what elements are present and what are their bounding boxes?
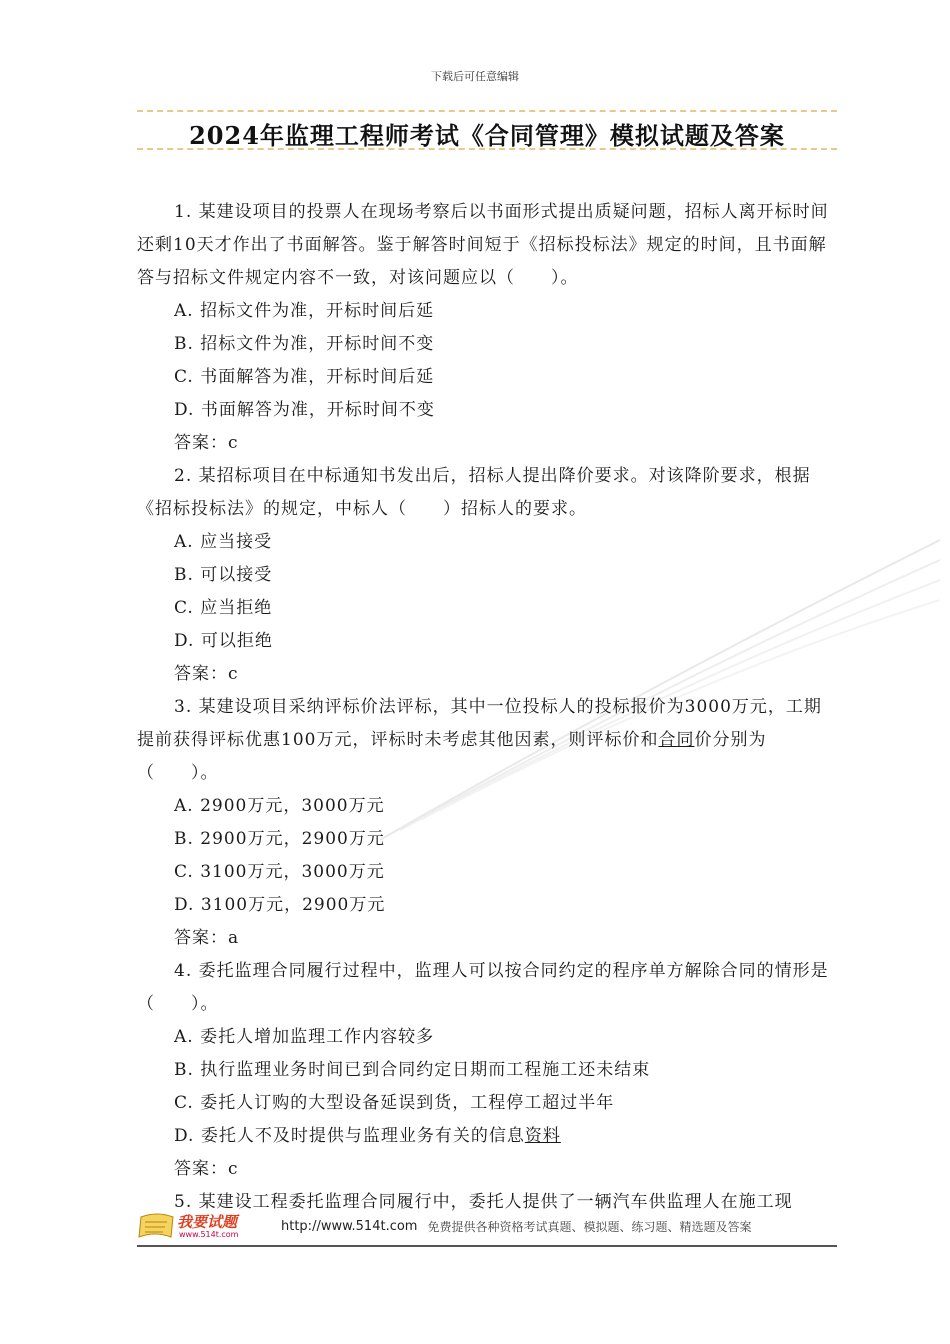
question-1-option-a: A. 招标文件为准，开标时间后延 <box>174 301 435 321</box>
question-2-answer: 答案：c <box>174 664 239 684</box>
question-4-stem: 4. 委托监理合同履行过程中，监理人可以按合同约定的程序单方解除合同的情形是（ ）。 <box>137 961 829 1014</box>
download-note: 下载后可任意编辑 <box>431 70 519 83</box>
question-3-stem-part-a: 3. 某建设项目采纳评标价法评标，其中一位投标人的投标报价为3000万元，工期提前获得评标优惠100万元，评标时未考虑其他因素，则评标价和 <box>137 697 822 750</box>
question-1-option-c: C. 书面解答为准，开标时间后延 <box>174 367 435 387</box>
question-4-option-b: B. 执行监理业务时间已到合同约定日期而工程施工还未结束 <box>174 1060 651 1080</box>
page-title: 2024年监理工程师考试《合同管理》模拟试题及答案 <box>189 121 785 150</box>
question-2-option-a: A. 应当接受 <box>174 532 273 552</box>
question-2-option-d: D. 可以拒绝 <box>174 631 273 651</box>
question-4-option-d-text: D. 委托人不及时提供与监理业务有关的信息 <box>174 1126 525 1146</box>
page-footer <box>137 1208 837 1244</box>
question-4-option-c: C. 委托人订购的大型设备延误到货，工程停工超过半年 <box>174 1093 615 1113</box>
footer-description: 免费提供各种资格考试真题、模拟题、练习题、精选题及答案 <box>427 1219 752 1234</box>
question-3-option-c: C. 3100万元，3000万元 <box>174 862 385 882</box>
footer-url-link[interactable]: http://www.514t.com <box>281 1218 418 1234</box>
question-4-answer: 答案：c <box>174 1159 239 1179</box>
logo-text: 我要试题 <box>177 1213 238 1231</box>
question-3-option-a: A. 2900万元，3000万元 <box>174 796 385 816</box>
scroll-icon <box>137 1209 179 1243</box>
footer-divider <box>137 1245 837 1247</box>
question-3-stem-part-b: 价分别为（ ）。 <box>137 730 767 783</box>
logo-url: www.514t.com <box>179 1230 239 1239</box>
question-list <box>137 196 837 1219</box>
question-3-option-d: D. 3100万元，2900万元 <box>174 895 386 915</box>
question-2-option-c: C. 应当拒绝 <box>174 598 273 618</box>
materials-link[interactable]: 资料 <box>524 1126 561 1146</box>
question-2-stem: 2. 某招标项目在中标通知书发出后，招标人提出降价要求。对该降阶要求，根据《招标投标法》的规定，中标人（ ）招标人的要求。 <box>137 466 811 519</box>
contract-link[interactable]: 合同 <box>658 730 695 750</box>
question-5-stem: 5. 某建设工程委托监理合同履行中，委托人提供了一辆汽车供监理人在施工现 <box>174 1192 793 1212</box>
title-divider-bottom <box>137 148 837 150</box>
question-4-option-a: A. 委托人增加监理工作内容较多 <box>174 1027 435 1047</box>
question-1-stem: 1. 某建设项目的投票人在现场考察后以书面形式提出质疑问题，招标人离开标时间还剩10天才作出了书面解答。鉴于解答时间短于《招标投标法》规定的时间，且书面解答与招标文件规定内容不一致，对该问题应以（ ）。 <box>137 202 829 288</box>
question-2-option-b: B. 可以接受 <box>174 565 273 585</box>
question-3-answer: 答案：a <box>174 928 240 948</box>
question-1-option-b: B. 招标文件为准，开标时间不变 <box>174 334 435 354</box>
question-3-option-b: B. 2900万元，2900万元 <box>174 829 385 849</box>
question-4-option-d <box>137 1120 837 1153</box>
question-3-stem <box>137 691 837 790</box>
question-1-answer: 答案：c <box>174 433 239 453</box>
site-logo[interactable] <box>137 1209 267 1243</box>
question-1-option-d: D. 书面解答为准，开标时间不变 <box>174 400 435 420</box>
title-divider-top <box>137 110 837 112</box>
